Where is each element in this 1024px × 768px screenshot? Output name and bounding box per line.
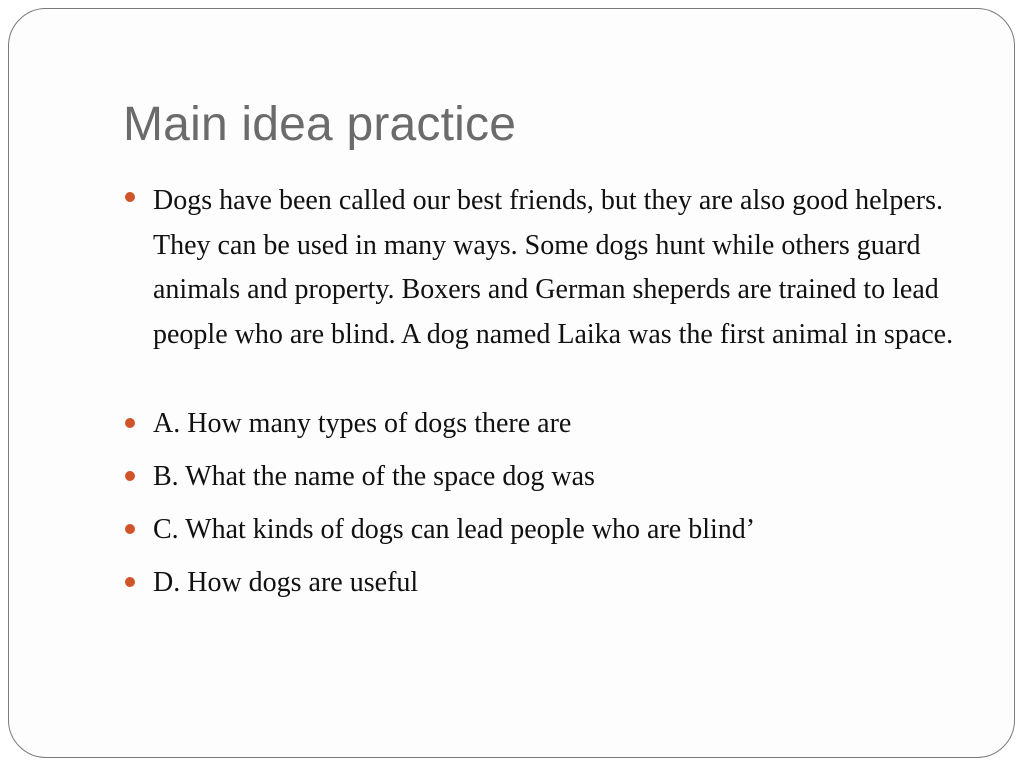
option-a-text: A. How many types of dogs there are bbox=[153, 408, 572, 439]
round-bullet-icon bbox=[125, 577, 135, 587]
option-b bbox=[123, 450, 983, 503]
option-a bbox=[123, 397, 983, 450]
round-bullet-icon bbox=[125, 524, 135, 534]
round-bullet-icon bbox=[125, 192, 135, 202]
option-d bbox=[123, 556, 983, 609]
option-b-text: B. What the name of the space dog was bbox=[153, 461, 595, 492]
option-c bbox=[123, 503, 983, 556]
slide-title: Main idea practice bbox=[123, 98, 517, 151]
round-bullet-icon bbox=[125, 471, 135, 481]
option-c-text: C. What kinds of dogs can lead people who are blind’ bbox=[153, 514, 756, 545]
slide-frame bbox=[8, 8, 1015, 758]
round-bullet-icon bbox=[125, 418, 135, 428]
bullet-list bbox=[123, 179, 983, 609]
passage-bullet bbox=[123, 179, 983, 357]
option-d-text: D. How dogs are useful bbox=[153, 567, 419, 598]
passage-text: Dogs have been called our best friends, but they are also good helpers. They can be used in many ways. Some dogs hunt while others guard animals and property. Boxers and German sheperds are trained to lead people who are blind. A dog named Laika was the first animal in space. bbox=[153, 185, 954, 350]
